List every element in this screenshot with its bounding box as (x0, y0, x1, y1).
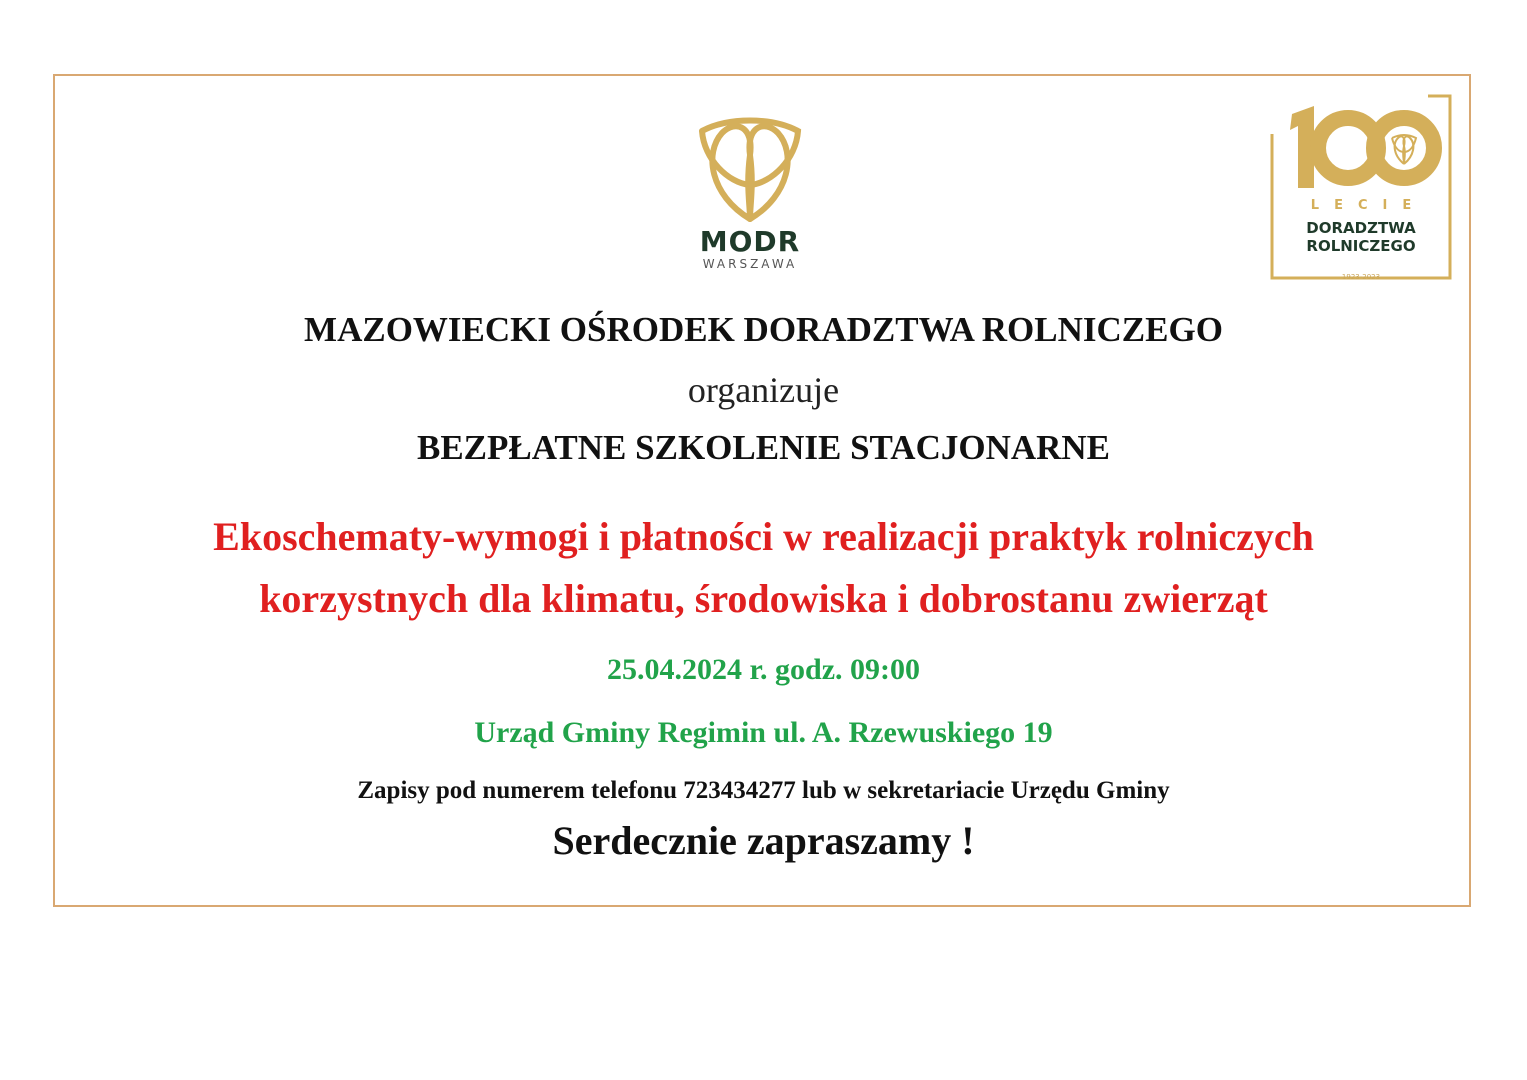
organization-name: MAZOWIECKI OŚRODEK DORADZTWA ROLNICZEGO (304, 310, 1223, 349)
anniversary-line1: DORADZTWA (1306, 219, 1416, 237)
signup-info: Zapisy pod numerem telefonu 723434277 lub w sekretariacie Urzędu Gminy (357, 777, 1170, 804)
modr-logo (690, 115, 810, 280)
organizes-text: organizuje (687, 370, 840, 410)
training-date: 25.04.2024 r. godz. 09:00 (606, 653, 921, 686)
anniversary-line2: ROLNICZEGO (1306, 237, 1416, 255)
training-topic-line1: Ekoschematy-wymogi i płatności w realizacji praktyk rolniczych (213, 514, 1314, 559)
modr-logo-name: MODR (699, 225, 801, 258)
training-place: Urząd Gminy Regimin ul. A. Rzewuskiego 19 (474, 716, 1053, 749)
anniversary-logo (1268, 92, 1454, 282)
anniversary-years: 1923-2023 (1341, 273, 1381, 281)
trefoil-knot-icon (692, 115, 808, 225)
anniversary-lecie: LECIE (1310, 198, 1427, 213)
training-topic-line2: korzystnych dla klimatu, środowiska i dobrostanu zwierząt (259, 576, 1268, 621)
training-type: BEZPŁATNE SZKOLENIE STACJONARNE (416, 428, 1111, 467)
modr-logo-city: WARSZAWA (702, 257, 798, 271)
invitation-text: Serdecznie zapraszamy ! (552, 818, 975, 863)
